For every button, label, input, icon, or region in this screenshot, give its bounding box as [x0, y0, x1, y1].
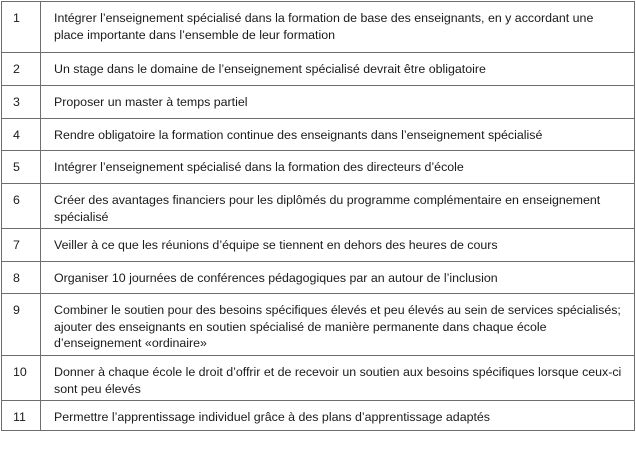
row-number: 3	[2, 86, 41, 119]
row-text: Proposer un master à temps partiel	[41, 86, 635, 119]
row-number: 2	[2, 53, 41, 86]
row-text: Intégrer l’enseignement spécialisé dans la formation des directeurs d’école	[41, 151, 635, 184]
row-text: Un stage dans le domaine de l’enseignement spécialisé devrait être obligatoire	[41, 53, 635, 86]
row-text: Permettre l’apprentissage individuel grâce à des plans d’apprentissage adaptés	[41, 401, 635, 431]
row-number: 4	[2, 119, 41, 151]
row-text: Veiller à ce que les réunions d’équipe se tiennent en dehors des heures de cours	[41, 229, 635, 262]
table-row	[2, 86, 635, 119]
table-row	[2, 401, 635, 431]
table-row	[2, 356, 635, 401]
row-number: 7	[2, 229, 41, 262]
table-row	[2, 184, 635, 229]
row-number: 1	[2, 2, 41, 53]
row-number: 10	[2, 356, 41, 401]
table-row	[2, 294, 635, 356]
table-row	[2, 119, 635, 151]
row-text: Organiser 10 journées de conférences pédagogiques par an autour de l’inclusion	[41, 262, 635, 294]
recommendations-table	[1, 1, 635, 431]
row-text: Intégrer l’enseignement spécialisé dans la formation de base des enseignants, en y accordant une place importante dans l’ensemble de leur formation	[41, 2, 635, 53]
row-text: Donner à chaque école le droit d’offrir et de recevoir un soutien aux besoins spécifiques lorsque ceux-ci sont peu élevés	[41, 356, 635, 401]
row-text: Créer des avantages financiers pour les diplômés du programme complémentaire en enseignement spécialisé	[41, 184, 635, 229]
table-row	[2, 2, 635, 53]
table-row	[2, 229, 635, 262]
row-text: Combiner le soutien pour des besoins spécifiques élevés et peu élevés au sein de services spécialisés; ajouter des enseignants en soutien spécialisé de manière permanente dans chaque école d’enseignement «ordinaire»	[41, 294, 635, 356]
row-number: 9	[2, 294, 41, 356]
table-row	[2, 53, 635, 86]
table-row	[2, 151, 635, 184]
row-text: Rendre obligatoire la formation continue des enseignants dans l’enseignement spécialisé	[41, 119, 635, 151]
row-number: 8	[2, 262, 41, 294]
row-number: 6	[2, 184, 41, 229]
row-number: 11	[2, 401, 41, 431]
row-number: 5	[2, 151, 41, 184]
table-row	[2, 262, 635, 294]
